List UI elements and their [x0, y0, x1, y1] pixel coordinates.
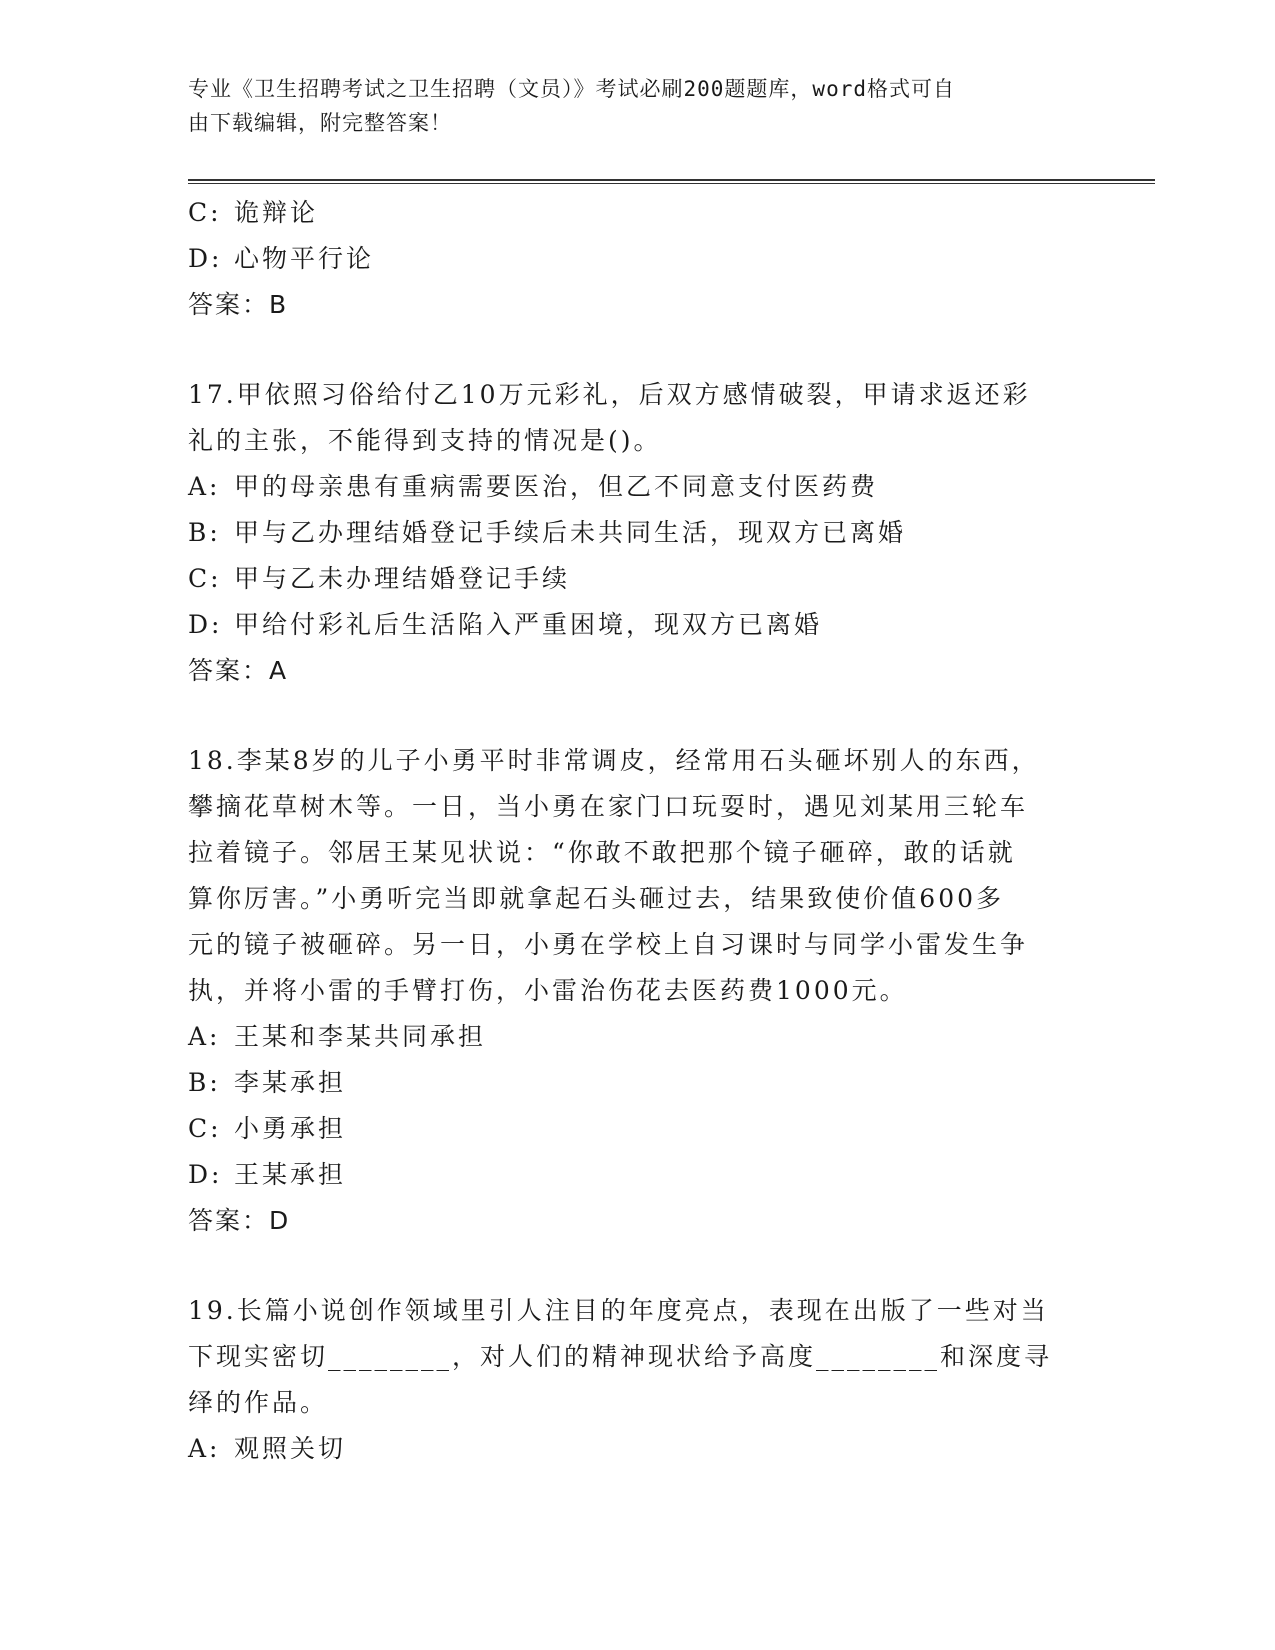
- question-content: [188, 190, 1068, 1472]
- header-line-1: 专业《卫生招聘考试之卫生招聘（文员）》考试必刷200题题库，word格式可自: [188, 77, 955, 101]
- option-d: D: 心物平行论: [188, 244, 375, 273]
- answer-line: 答案：B: [188, 290, 289, 319]
- question-text-line: 元的镜子被砸碎。另一日，小勇在学校上自习课时与同学小雷发生争: [188, 930, 1029, 959]
- option-a: A: 王某和李某共同承担: [188, 1022, 487, 1051]
- question-text-line: 下现实密切________，对人们的精神现状给予高度________和深度寻: [188, 1342, 1053, 1371]
- option-a: A: 甲的母亲患有重病需要医治，但乙不同意支付医药费: [188, 472, 879, 501]
- question-text-line: 19.长篇小说创作领域里引人注目的年度亮点，表现在出版了一些对当: [188, 1296, 1049, 1325]
- answer-line: 答案：A: [188, 656, 289, 685]
- option-b: B: 李某承担: [188, 1068, 347, 1097]
- header-line-2: 由下载编辑，附完整答案！: [188, 111, 452, 135]
- option-a: A: 观照关切: [188, 1434, 347, 1463]
- question-17: [188, 372, 1068, 694]
- question-text-line: 拉着镜子。邻居王某见状说：“你敢不敢把那个镜子砸碎，敢的话就: [188, 838, 1016, 867]
- question-text-line: 17.甲依照习俗给付乙10万元彩礼，后双方感情破裂，甲请求返还彩: [188, 380, 1031, 409]
- question-text-line: 算你厉害。”小勇听完当即就拿起石头砸过去，结果致使价值600多: [188, 884, 1005, 913]
- option-c: C: 诡辩论: [188, 198, 319, 227]
- option-c: C: 甲与乙未办理结婚登记手续: [188, 564, 571, 593]
- question-text-line: 攀摘花草树木等。一日，当小勇在家门口玩耍时，遇见刘某用三轮车: [188, 792, 1029, 821]
- document-header: [188, 72, 1068, 140]
- option-d: D: 甲给付彩礼后生活陷入严重困境，现双方已离婚: [188, 610, 823, 639]
- question-text-line: 18.李某8岁的儿子小勇平时非常调皮，经常用石头砸坏别人的东西，: [188, 746, 1040, 775]
- option-b: B: 甲与乙办理结婚登记手续后未共同生活，现双方已离婚: [188, 518, 907, 547]
- header-rule-thick: [188, 179, 1155, 181]
- question-text-line: 执，并将小雷的手臂打伤，小雷治伤花去医药费1000元。: [188, 976, 908, 1005]
- question-text-line: 礼的主张，不能得到支持的情况是()。: [188, 426, 662, 455]
- option-d: D: 王某承担: [188, 1160, 347, 1189]
- answer-line: 答案：D: [188, 1206, 291, 1235]
- question-text-line: 绎的作品。: [188, 1388, 329, 1417]
- header-rule-thin: [188, 183, 1155, 184]
- question-19: [188, 1288, 1068, 1472]
- question-18: [188, 738, 1068, 1244]
- option-c: C: 小勇承担: [188, 1114, 347, 1143]
